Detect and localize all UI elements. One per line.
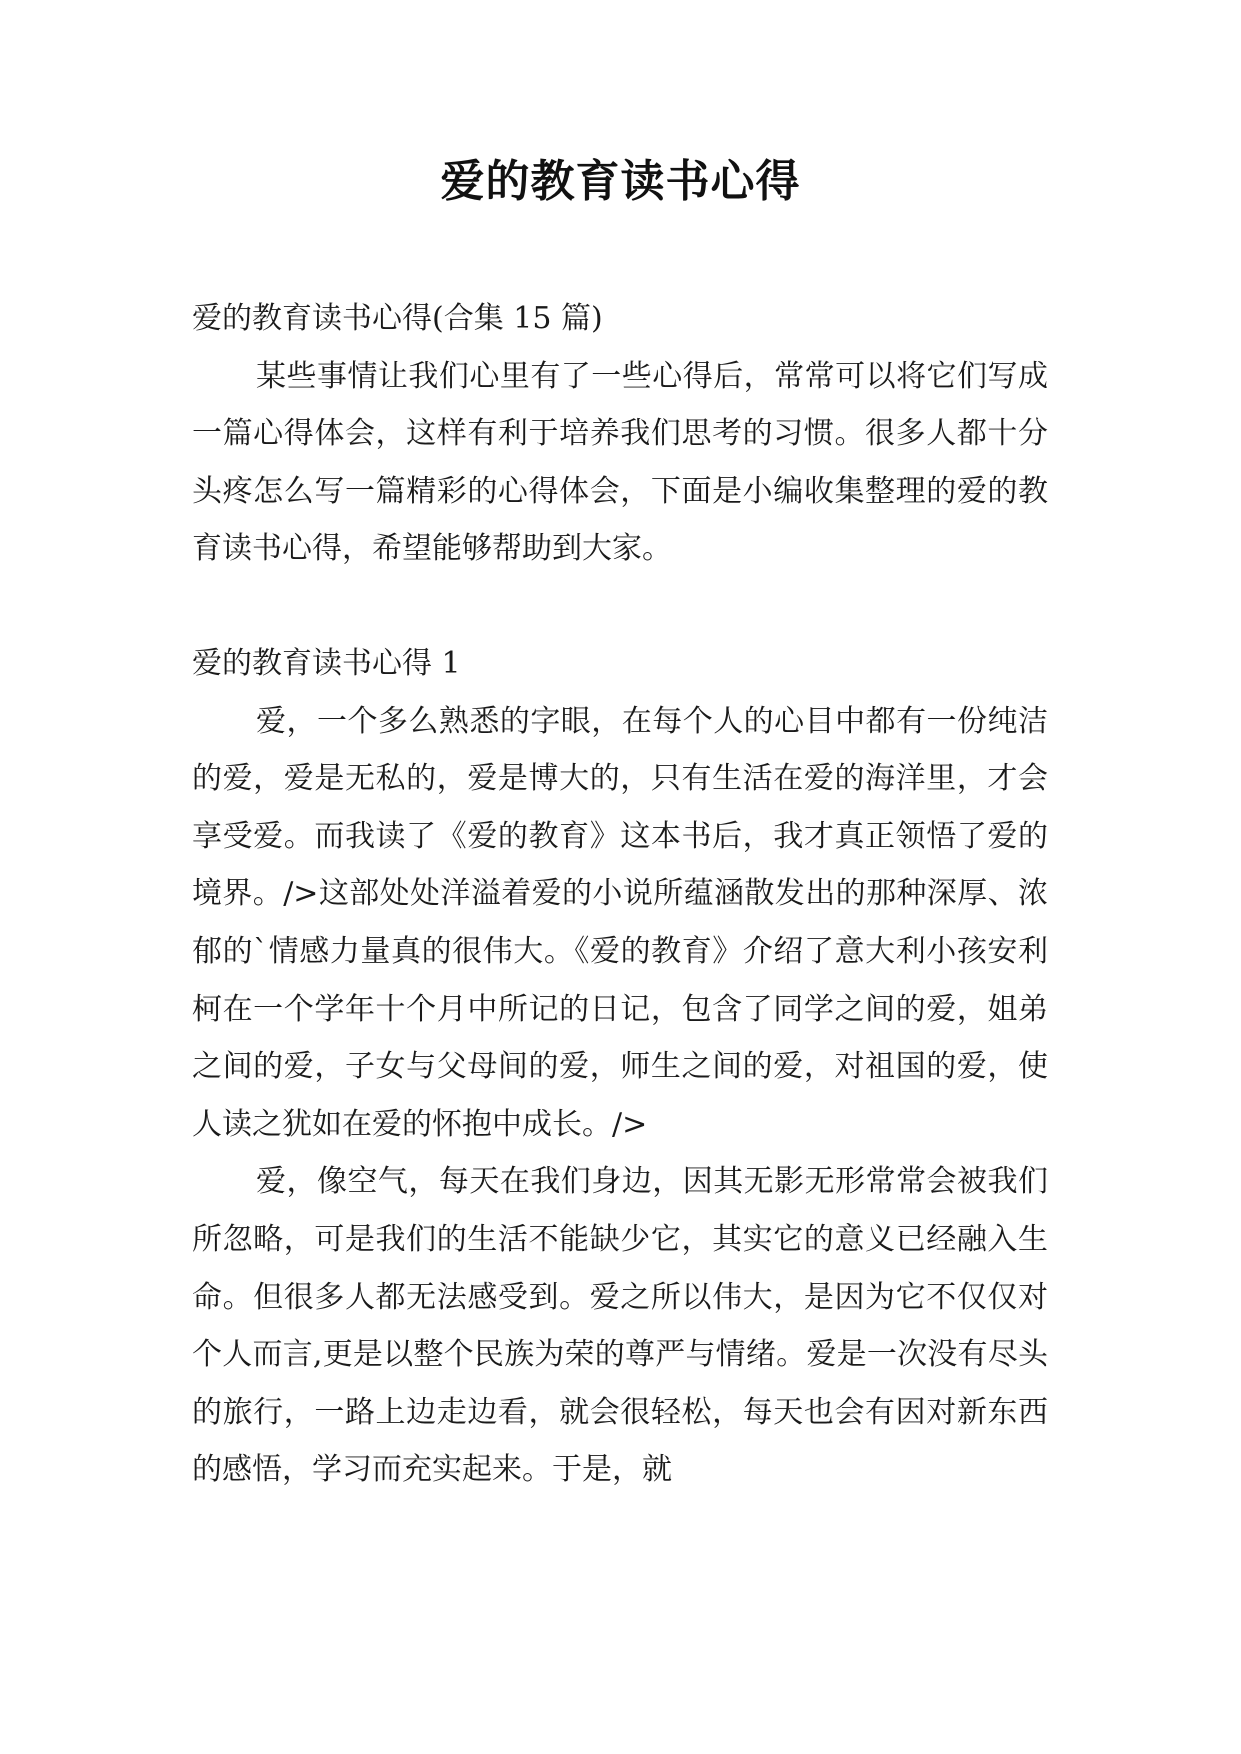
- collection-subtitle: 爱的教育读书心得(合集 15 篇): [192, 301, 603, 336]
- section-heading-1: 爱的教育读书心得 1: [192, 645, 461, 681]
- section-1-paragraph-1: 爱，一个多么熟悉的字眼，在每个人的心目中都有一份纯洁的爱，爱是无私的，爱是博大的，只有生活在爱的海洋里，才会享受爱。而我读了《爱的教育》这本书后，我才真正领悟了爱的境界。/>这部处处洋溢着爱的小说所蕴涵散发出的那种深厚、浓郁的`情感力量真的很伟大。《爱的教育》介绍了意大利小孩安利柯在一个学年十个月中所记的日记，包含了同学之间的爱，姐弟之间的爱，子女与父母间的爱，师生之间的爱，对祖国的爱，使人读之犹如在爱的怀抱中成长。/>: [192, 703, 1048, 1142]
- document-title: 爱的教育读书心得: [440, 156, 801, 207]
- section-1-paragraph-2: 爱，像空气，每天在我们身边，因其无影无形常常会被我们所忽略，可是我们的生活不能缺少它，其实它的意义已经融入生命。但很多人都无法感受到。爱之所以伟大，是因为它不仅仅对个人而言,更是以整个民族为荣的尊严与情绪。爱是一次没有尽头的旅行，一路上边走边看，就会很轻松，每天也会有因对新东西的感悟，学习而充实起来。于是，就: [192, 1164, 1048, 1488]
- document-body: [192, 290, 1048, 1499]
- intro-paragraph: 某些事情让我们心里有了一些心得后，常常可以将它们写成一篇心得体会，这样有利于培养我们思考的习惯。很多人都十分头疼怎么写一篇精彩的心得体会，下面是小编收集整理的爱的教育读书心得，希望能够帮助到大家。: [192, 358, 1048, 567]
- paragraph-spacer: [192, 578, 1048, 635]
